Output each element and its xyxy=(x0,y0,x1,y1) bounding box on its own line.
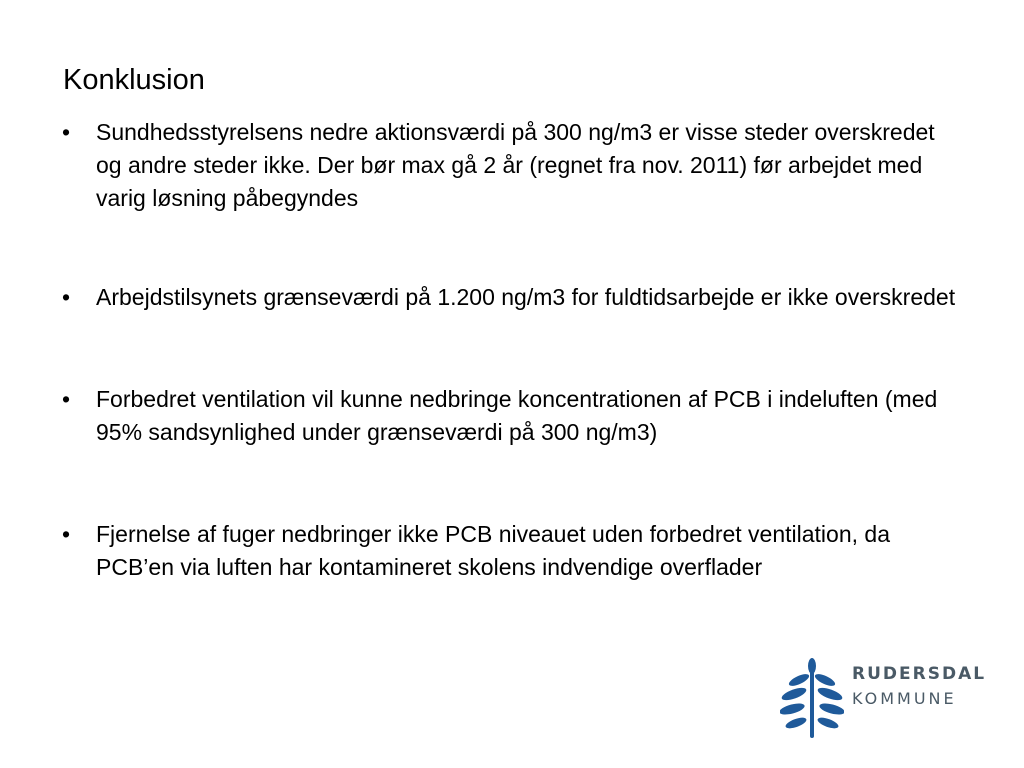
leaf-branch-icon xyxy=(780,658,844,740)
bullet-item-4 xyxy=(60,518,960,584)
bullet-icon: • xyxy=(62,521,71,547)
bullet-icon: • xyxy=(62,386,71,412)
bullet-text: Arbejdstilsynets grænseværdi på 1.200 ng/m3 for fuldtidsarbejde er ikke overskredet xyxy=(96,284,956,310)
logo-text-rudersdal: RUDERSDAL xyxy=(852,664,987,684)
bullet-text: Forbedret ventilation vil kunne nedbringe koncentrationen af PCB i indeluften (med 95% sandsynlighed under grænseværdi på 300 ng/m3) xyxy=(96,386,938,445)
bullet-list xyxy=(60,116,960,650)
bullet-item-2 xyxy=(60,281,960,314)
bullet-item-1 xyxy=(60,116,960,215)
rudersdal-kommune-logo xyxy=(780,658,987,740)
bullet-text: Fjernelse af fuger nedbringer ikke PCB niveauet uden forbedret ventilation, da PCB’en via luften har kontamineret skolens indvendige overflader xyxy=(96,521,890,580)
slide-title: Konklusion xyxy=(63,64,205,96)
bullet-icon: • xyxy=(62,119,71,145)
bullet-text: Sundhedsstyrelsens nedre aktionsværdi på 300 ng/m3 er visse steder overskredet og andre steder ikke. Der bør max gå 2 år (regnet fra nov. 2011) før arbejdet med varig løsning påbegyndes xyxy=(96,119,935,211)
bullet-item-3 xyxy=(60,383,960,449)
logo-text-kommune: KOMMUNE xyxy=(852,689,957,708)
bullet-icon: • xyxy=(62,284,71,310)
